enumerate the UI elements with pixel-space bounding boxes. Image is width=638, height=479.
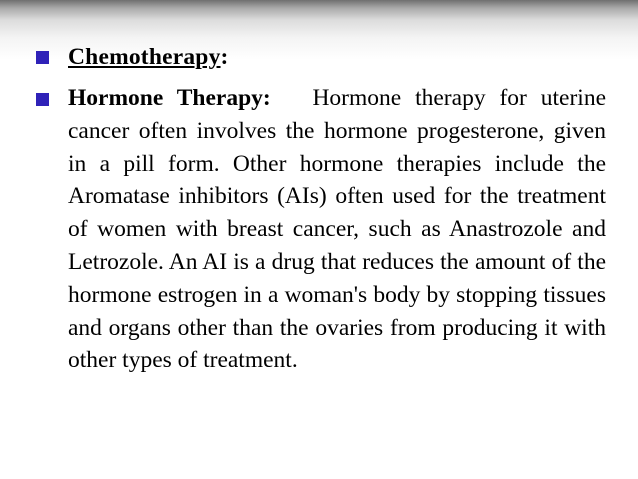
chemotherapy-colon: : xyxy=(220,44,229,70)
bullet-item-chemotherapy xyxy=(68,41,606,74)
hormone-therapy-text: Hormone therapy for uterine cancer often involves the hormone progesterone, given in a pill form. Other hormone therapies include the Aromatase inhibitors (AIs) often used for the treatment of women with breast cancer, such as Anastrozole and Letrozole. An AI is a drug that reduces the amount of the hormone estrogen in a woman's body by stopping tissues and organs other than the ovaries from producing it with other types of treatment. xyxy=(68,85,606,374)
bullet-item-hormone-therapy xyxy=(68,82,606,377)
hormone-therapy-label: Hormone Therapy: xyxy=(68,85,271,111)
chemotherapy-label: Chemotherapy xyxy=(68,44,221,70)
bullet-marker-icon xyxy=(36,51,49,64)
bullet-marker-icon xyxy=(36,93,49,106)
